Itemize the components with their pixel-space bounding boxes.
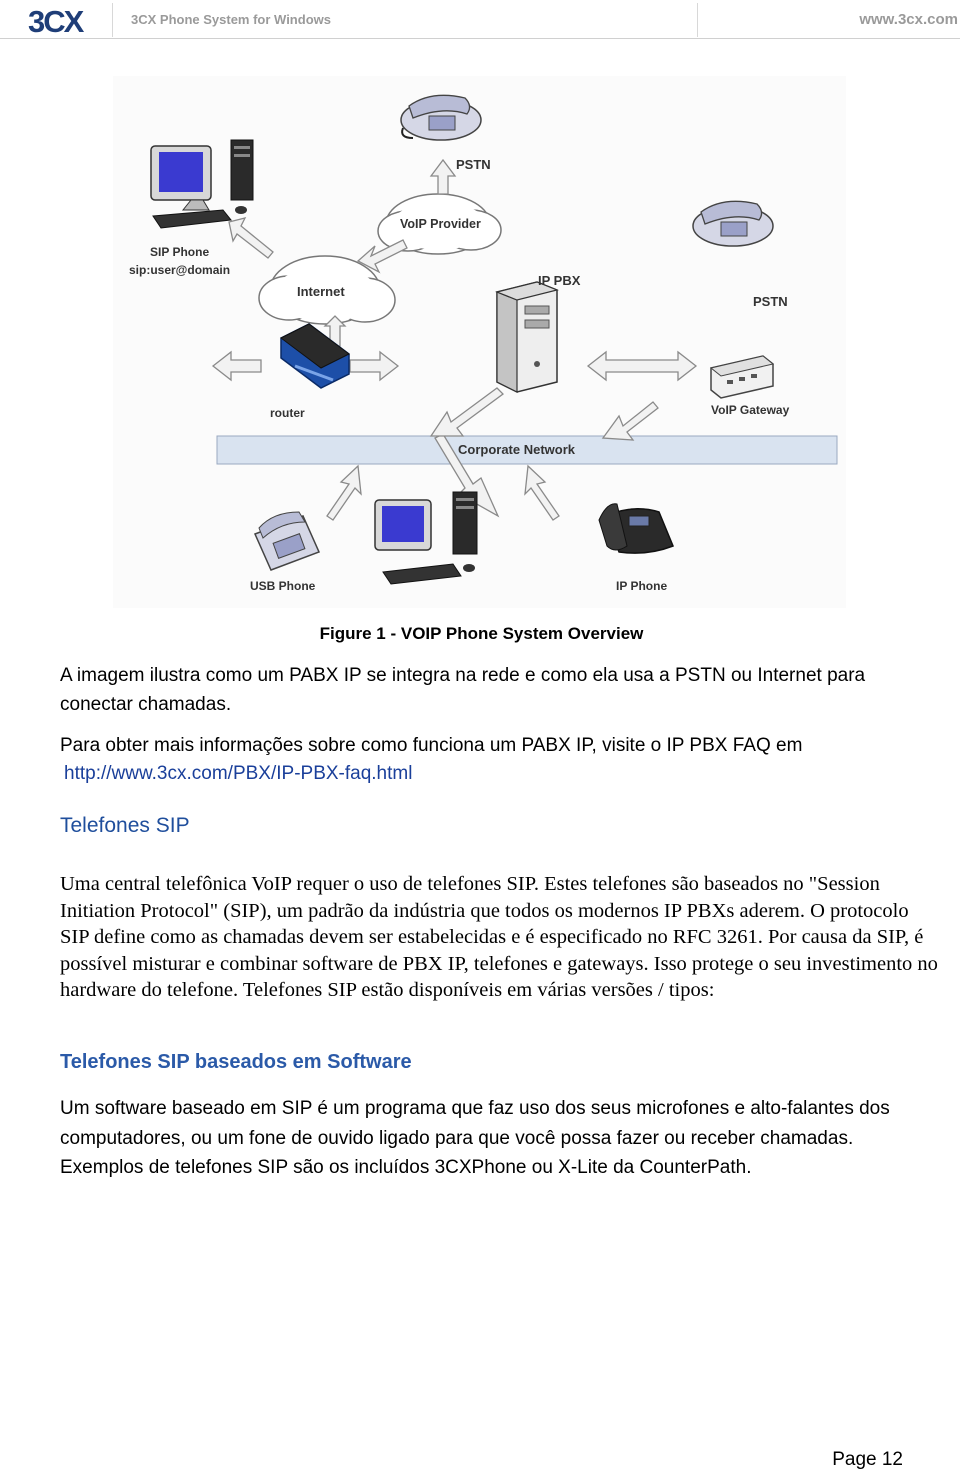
page-header [0,0,960,40]
usb-phone-label: USB Phone [250,579,316,593]
faq-link[interactable]: http://www.3cx.com/PBX/IP-PBX-faq.html [64,763,413,784]
sip-phone-label: SIP Phone [150,245,210,259]
ip-phone-device [599,504,673,553]
paragraph-intro: A imagem ilustra como um PABX IP se integra na rede e como ela usa a PSTN ou Internet para conectar chamadas. [60,665,866,715]
paragraph-faq: Para obter mais informações sobre como funciona um PABX IP, visite o IP PBX FAQ em [60,735,803,756]
heading-software-phones: Telefones SIP baseados em Software [60,1051,412,1073]
header-rule [0,38,960,39]
paragraph-sip: Uma central telefônica VoIP requer o uso de telefones SIP. Estes telefones são baseados no "Session Initiation Protocol" (SIP), um padrão da indústria que todos os modernos IP PBXs aderem. O protocolo SIP define como as chamadas devem ser estabelecidas e é especificado no RFC 3261. Por causa da SIP, é possível misturar e combinar software de PBX IP, telefones e gateways. Isso protege o seu investimento no hardware do telefone. Telefones SIP estão disponíveis em várias versões / tipos: [60,873,938,1001]
figure-caption: Figure 1 - VOIP Phone System Overview [319,624,644,643]
internet-label: Internet [297,284,345,299]
sip-address-label: sip:user@domain [129,263,231,277]
ip-phone-label: IP Phone [616,579,668,593]
heading-sip-phones: Telefones SIP [60,814,190,837]
header-url: www.3cx.com [859,11,958,28]
voip-network-diagram [113,76,846,608]
pstn-phone-top [401,95,481,140]
voip-gateway-device [711,356,773,398]
paragraph-software-phones: Um software baseado em SIP é um programa que faz uso dos seus microfones e alto-falantes dos computadores, ou um fone de ouvido ligado para que você possa fazer ou receber chamadas. Exemplos de telefones SIP são os incluídos 3CXPhone ou X-Lite da CounterPath. [60,1098,890,1178]
page-number: Page 12 [832,1449,903,1470]
pstn-top-label: PSTN [456,157,491,172]
pstn-right-label: PSTN [753,294,788,309]
header-title: 3CX Phone System for Windows [131,12,331,27]
desktop-computer [375,492,477,584]
usb-phone-device [255,512,319,570]
voip-provider-label: VoIP Provider [400,217,481,231]
router-label: router [270,406,305,420]
svg-text:3CX: 3CX [28,5,83,37]
header-divider [112,3,113,37]
pstn-phone-right [693,201,773,246]
header-divider [697,3,698,37]
ip-pbx-server [497,282,557,392]
voip-gateway-label: VoIP Gateway [711,403,790,417]
corporate-network-label: Corporate Network [458,442,576,457]
3cx-logo [28,5,104,37]
ip-pbx-label: IP PBX [538,273,581,288]
sip-phone-computer [151,140,253,228]
